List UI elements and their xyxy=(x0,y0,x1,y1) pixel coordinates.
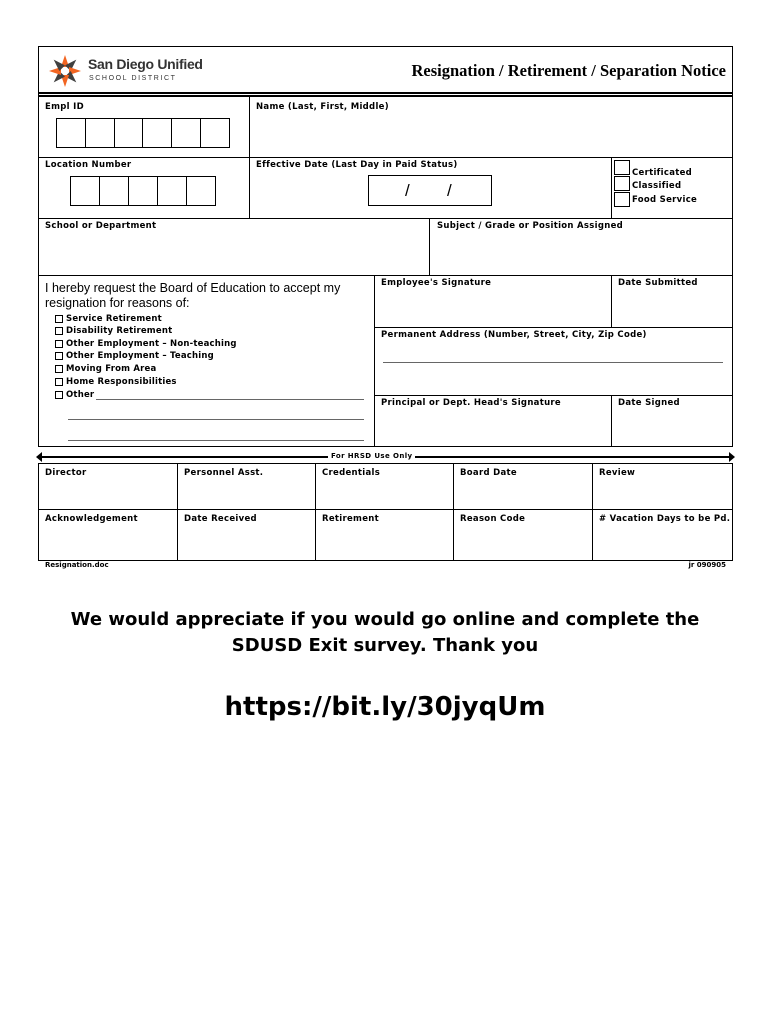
request-text-line1: I hereby request the Board of Education to accept my xyxy=(45,281,341,295)
logo-star-icon xyxy=(48,54,82,88)
form-title: Resignation / Retirement / Separation Notice xyxy=(411,61,726,80)
reason-label: Other Employment – Non-teaching xyxy=(66,339,237,349)
other-reason-line-3[interactable] xyxy=(68,440,364,441)
school-dept-label: School or Department xyxy=(45,221,157,231)
hrsd-label: Personnel Asst. xyxy=(184,468,264,478)
other-reason-line[interactable] xyxy=(96,399,364,400)
empl-id-label: Empl ID xyxy=(45,102,84,112)
name-label: Name (Last, First, Middle) xyxy=(256,102,389,112)
footer-filename: Resignation.doc xyxy=(45,561,109,569)
empl-id-digit[interactable] xyxy=(57,119,86,147)
certificated-label: Certificated xyxy=(632,168,693,178)
empl-id-digit[interactable] xyxy=(201,119,229,147)
date-slash-1: / xyxy=(405,181,410,200)
hrsd-label: Retirement xyxy=(322,514,379,524)
reason-label: Other xyxy=(66,390,95,400)
survey-message-line1: We would appreciate if you would go online and complete the xyxy=(70,609,700,630)
location-digit[interactable] xyxy=(100,177,129,205)
hrsd-label: Review xyxy=(599,468,636,478)
hrsd-label: # Vacation Days to be Pd. xyxy=(599,514,731,524)
other-reason-checkbox[interactable] xyxy=(55,391,63,399)
hrsd-label: Director xyxy=(45,468,87,478)
permanent-address-label: Permanent Address (Number, Street, City, Zip Code) xyxy=(381,330,647,340)
empl-id-digit[interactable] xyxy=(172,119,201,147)
employee-signature-label: Employee's Signature xyxy=(381,278,492,288)
hrsd-label: Board Date xyxy=(460,468,517,478)
permanent-address-line[interactable] xyxy=(383,362,723,363)
empl-id-digit[interactable] xyxy=(143,119,172,147)
location-digit[interactable] xyxy=(129,177,158,205)
disability-retirement-checkbox[interactable] xyxy=(55,327,63,335)
hrsd-label: Date Received xyxy=(184,514,257,524)
other-employment-nonteaching-checkbox[interactable] xyxy=(55,340,63,348)
reason-label: Disability Retirement xyxy=(66,326,173,336)
reason-label: Service Retirement xyxy=(66,314,162,324)
reason-label: Home Responsibilities xyxy=(66,377,177,387)
location-digit[interactable] xyxy=(71,177,100,205)
moving-from-area-checkbox[interactable] xyxy=(55,365,63,373)
service-retirement-checkbox[interactable] xyxy=(55,315,63,323)
certificated-checkbox[interactable] xyxy=(614,160,630,175)
location-number-label: Location Number xyxy=(45,160,132,170)
date-submitted-label: Date Submitted xyxy=(618,278,698,288)
hrsd-table xyxy=(38,463,733,561)
logo-title: San Diego Unified xyxy=(88,56,203,72)
logo-subtitle: SCHOOL DISTRICT xyxy=(89,75,177,82)
food-service-label: Food Service xyxy=(632,195,698,205)
subject-label: Subject / Grade or Position Assigned xyxy=(437,221,624,231)
hrsd-label: Credentials xyxy=(322,468,381,478)
footer-code: jr 090905 xyxy=(688,561,726,569)
location-digit[interactable] xyxy=(187,177,215,205)
request-text-line2: resignation for reasons of: xyxy=(45,296,190,310)
location-number-boxes[interactable] xyxy=(70,176,216,206)
arrow-left-icon xyxy=(36,452,42,462)
district-logo xyxy=(48,54,82,88)
hrsd-label: Acknowledgement xyxy=(45,514,138,524)
hrsd-banner: For HRSD Use Only xyxy=(328,452,415,460)
date-slash-2: / xyxy=(447,181,452,200)
classified-label: Classified xyxy=(632,181,682,191)
classified-checkbox[interactable] xyxy=(614,176,630,191)
hrsd-label: Reason Code xyxy=(460,514,526,524)
empl-id-boxes[interactable] xyxy=(56,118,230,148)
empl-id-digit[interactable] xyxy=(115,119,144,147)
principal-signature-label: Principal or Dept. Head's Signature xyxy=(381,398,561,408)
other-employment-teaching-checkbox[interactable] xyxy=(55,352,63,360)
effective-date-input[interactable] xyxy=(368,175,492,206)
other-reason-line-2[interactable] xyxy=(68,419,364,420)
date-signed-label: Date Signed xyxy=(618,398,680,408)
food-service-checkbox[interactable] xyxy=(614,192,630,207)
survey-message-line2: SDUSD Exit survey. Thank you xyxy=(231,635,539,656)
reason-label: Moving From Area xyxy=(66,364,157,374)
arrow-right-icon xyxy=(729,452,735,462)
location-digit[interactable] xyxy=(158,177,187,205)
home-responsibilities-checkbox[interactable] xyxy=(55,378,63,386)
reason-label: Other Employment – Teaching xyxy=(66,351,214,361)
effective-date-label: Effective Date (Last Day in Paid Status) xyxy=(256,160,458,170)
empl-id-digit[interactable] xyxy=(86,119,115,147)
survey-link[interactable]: https://bit.ly/30jyqUm xyxy=(224,692,546,722)
